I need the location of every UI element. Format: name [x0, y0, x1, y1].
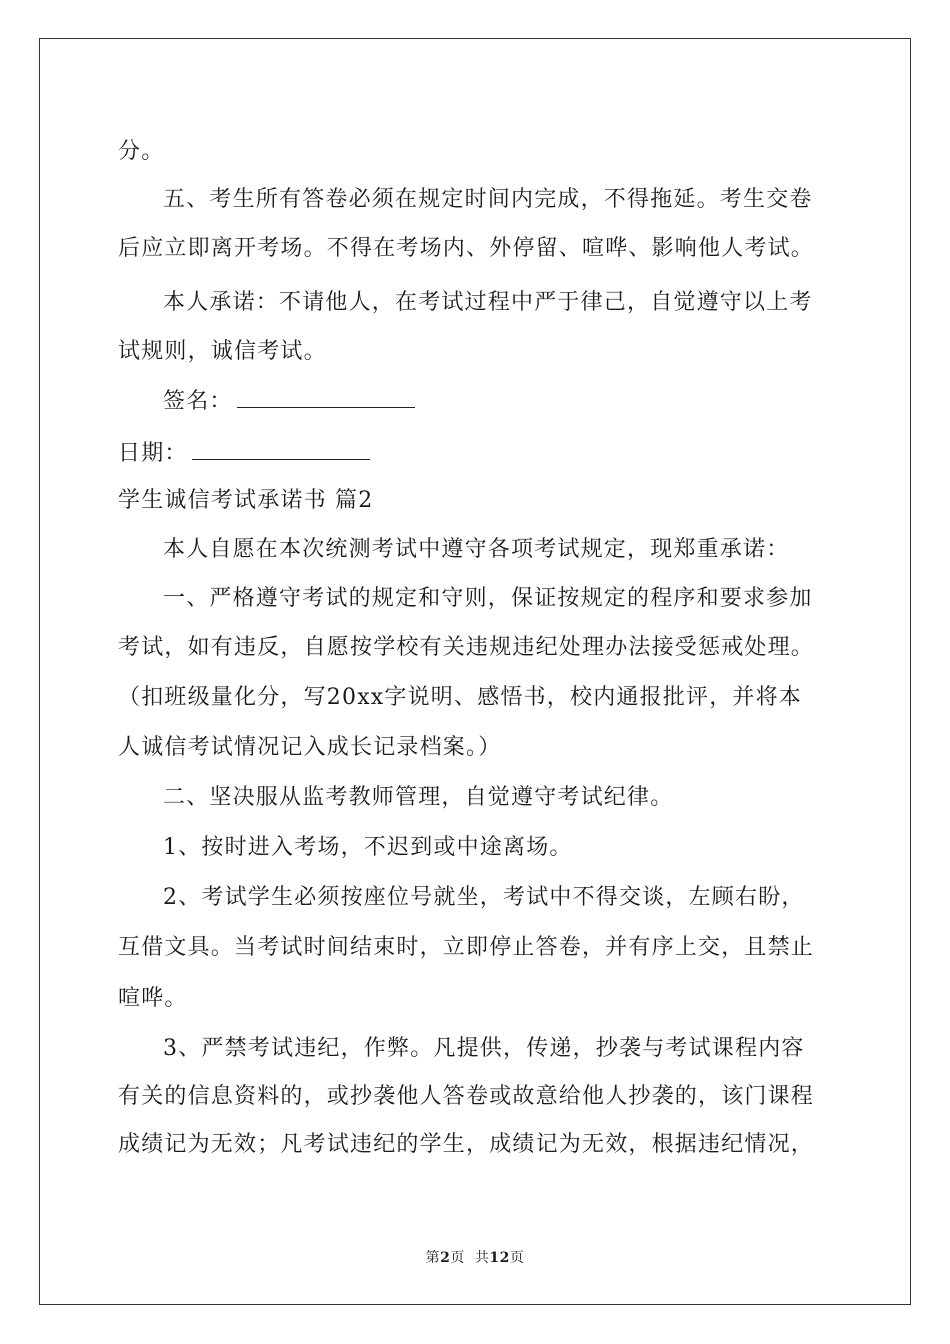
text-line: 一、严格遵守考试的规定和守则，保证按规定的程序和要求参加: [163, 586, 813, 611]
footer-prefix: 第: [425, 1250, 441, 1266]
date-label: 日期：: [118, 441, 188, 466]
text-line: 考试，如有违反，自愿按学校有关违规违纪处理办法接受惩戒处理。: [118, 635, 815, 660]
footer-suffix: 页: [509, 1250, 525, 1266]
text-line: 二、坚决服从监考教师管理，自觉遵守考试纪律。: [163, 785, 674, 810]
text-line: 本人承诺：不请他人，在考试过程中严于律己，自觉遵守以上考: [163, 290, 813, 315]
text-line: 成绩记为无效；凡考试违纪的学生，成绩记为无效，根据违纪情况，: [118, 1132, 815, 1157]
text-line: 2、考试学生必须按座位号就坐，考试中不得交谈，左顾右盼，: [163, 885, 805, 910]
text-line: 1、按时进入考场，不迟到或中途离场。: [163, 835, 573, 860]
current-page-number: 2: [440, 1250, 451, 1266]
text-line: 后应立即离开考场。不得在考场内、外停留、喧哗、影响他人考试。: [118, 236, 815, 261]
page-border: [39, 38, 911, 1305]
page-footer: [0, 1247, 950, 1267]
signature-line: [163, 385, 415, 417]
text-line: 分。: [118, 139, 165, 164]
text-line: 本人自愿在本次统测考试中遵守各项考试规定，现郑重承诺：: [163, 537, 790, 562]
text-line: 有关的信息资料的，或抄袭他人答卷或故意给他人抄袭的，该门课程: [118, 1084, 815, 1109]
signature-blank[interactable]: [237, 385, 415, 408]
text-line: 互借文具。当考试时间结束时，立即停止答卷，并有序上交，且禁止: [118, 935, 815, 960]
total-page-number: 12: [489, 1250, 510, 1266]
section-heading: 学生诚信考试承诺书 篇2: [118, 488, 374, 513]
signature-label: 签名：: [163, 389, 233, 414]
text-line: 试规则，诚信考试。: [118, 339, 327, 364]
date-line: [118, 437, 370, 469]
date-blank[interactable]: [192, 437, 370, 460]
text-line: 人诚信考试情况记入成长记录档案。）: [118, 735, 502, 760]
footer-mid: 页 共: [450, 1250, 490, 1266]
text-line: 五、考生所有答卷必须在规定时间内完成，不得拖延。考生交卷: [163, 187, 813, 212]
text-line: 喧哗。: [118, 986, 188, 1011]
text-line: （扣班级量化分，写20xx字说明、感悟书，校内通报批评，并将本: [118, 685, 803, 710]
text-line: 3、严禁考试违纪，作弊。凡提供，传递，抄袭与考试课程内容: [163, 1036, 805, 1061]
